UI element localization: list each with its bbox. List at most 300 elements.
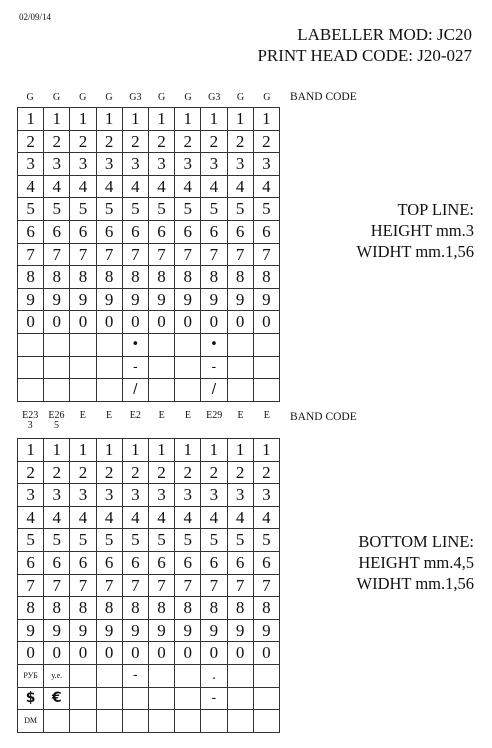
- grid-cell: 7: [96, 574, 122, 597]
- grid-cell: 5: [227, 529, 253, 552]
- grid-cell: /: [201, 379, 227, 402]
- grid-cell: 6: [227, 220, 253, 243]
- grid-cell: 1: [253, 108, 279, 131]
- grid-cell: [175, 687, 201, 710]
- grid-cell: 8: [18, 597, 44, 620]
- band-code: G3: [208, 92, 221, 103]
- grid-cell: 2: [122, 461, 148, 484]
- grid-cell: 0: [175, 311, 201, 334]
- grid-cell: 5: [175, 198, 201, 221]
- band-code-line1: E26: [48, 410, 65, 421]
- grid-cell: 6: [44, 551, 70, 574]
- grid-cell: 5: [201, 529, 227, 552]
- band-code-line1: E: [79, 410, 86, 421]
- grid-cell: -: [201, 687, 227, 710]
- grid-cell: 4: [122, 506, 148, 529]
- grid-cell: 6: [148, 551, 174, 574]
- grid-cell: 3: [18, 153, 44, 176]
- grid-cell: [253, 333, 279, 356]
- band-code: [17, 411, 43, 431]
- grid-cell: [18, 356, 44, 379]
- grid-cell: 1: [148, 108, 174, 131]
- grid-cell: 3: [70, 484, 96, 507]
- bottom-line-spec: [357, 531, 474, 594]
- bottom-line-width: WIDHT mm.1,56: [356, 574, 474, 593]
- grid-cell: 0: [227, 642, 253, 665]
- grid-row: [18, 529, 280, 552]
- grid-cell: -: [122, 664, 148, 687]
- grid-cell: DM: [18, 710, 44, 733]
- bottom-line-grid: [17, 438, 280, 733]
- grid-cell: [175, 664, 201, 687]
- grid-cell: 4: [70, 175, 96, 198]
- grid-cell: 4: [44, 175, 70, 198]
- grid-cell: 0: [148, 642, 174, 665]
- grid-row: [18, 687, 280, 710]
- grid-cell: 1: [227, 108, 253, 131]
- grid-cell: 7: [148, 574, 174, 597]
- grid-cell: 8: [201, 266, 227, 289]
- grid-cell: 7: [44, 574, 70, 597]
- band-code-line1: E: [237, 410, 244, 421]
- grid-cell: 4: [148, 506, 174, 529]
- grid-cell: 3: [201, 153, 227, 176]
- band-code: [227, 411, 253, 431]
- grid-cell: 1: [122, 439, 148, 462]
- grid-cell: 8: [148, 597, 174, 620]
- grid-cell: 9: [253, 619, 279, 642]
- grid-cell: 6: [201, 220, 227, 243]
- grid-cell: 7: [70, 243, 96, 266]
- document-date: 02/09/14: [19, 12, 52, 22]
- grid-cell: 0: [44, 642, 70, 665]
- grid-row: [18, 551, 280, 574]
- grid-cell: 0: [201, 642, 227, 665]
- grid-cell: 0: [175, 642, 201, 665]
- grid-cell: 4: [122, 175, 148, 198]
- grid-cell: 9: [122, 619, 148, 642]
- grid-row: [18, 574, 280, 597]
- grid-cell: [148, 379, 174, 402]
- band-code-line1: E: [158, 410, 165, 421]
- grid-cell: [96, 356, 122, 379]
- grid-cell: 1: [44, 108, 70, 131]
- band-code-line1: E: [105, 410, 113, 421]
- grid-cell: 8: [44, 597, 70, 620]
- grid-cell: 0: [253, 642, 279, 665]
- grid-cell: [253, 356, 279, 379]
- grid-row: [18, 288, 280, 311]
- grid-cell: 3: [96, 153, 122, 176]
- grid-cell: [175, 710, 201, 733]
- grid-cell: 9: [227, 288, 253, 311]
- grid-cell: 7: [148, 243, 174, 266]
- grid-row: [18, 379, 280, 402]
- grid-cell: [96, 664, 122, 687]
- grid-cell: 2: [175, 461, 201, 484]
- bottom-band-code-label: BAND CODE: [290, 411, 357, 423]
- band-code: [122, 411, 148, 431]
- grid-cell: [201, 710, 227, 733]
- grid-cell: 8: [96, 266, 122, 289]
- band-code-line1: E: [263, 410, 270, 421]
- grid-cell: 4: [175, 175, 201, 198]
- grid-row: [18, 484, 280, 507]
- grid-cell: [96, 333, 122, 356]
- grid-cell: 8: [96, 597, 122, 620]
- bottom-band-codes: [17, 411, 280, 431]
- grid-cell: 8: [253, 266, 279, 289]
- grid-cell: 2: [70, 461, 96, 484]
- grid-cell: 1: [96, 108, 122, 131]
- grid-cell: 3: [175, 484, 201, 507]
- grid-cell: 2: [201, 461, 227, 484]
- band-code-line2: 5: [53, 420, 59, 431]
- grid-cell: [148, 333, 174, 356]
- grid-cell: 7: [70, 574, 96, 597]
- grid-cell: 7: [227, 574, 253, 597]
- grid-cell: 0: [44, 311, 70, 334]
- grid-cell: 0: [70, 311, 96, 334]
- grid-cell: 7: [253, 243, 279, 266]
- grid-cell: [253, 664, 279, 687]
- grid-cell: 6: [18, 220, 44, 243]
- grid-cell: 3: [227, 153, 253, 176]
- grid-cell: 8: [227, 266, 253, 289]
- grid-cell: [18, 379, 44, 402]
- band-code-line2: 3: [27, 420, 33, 431]
- grid-cell: 2: [18, 461, 44, 484]
- grid-cell: 8: [201, 597, 227, 620]
- grid-cell: 5: [70, 529, 96, 552]
- grid-cell: 0: [201, 311, 227, 334]
- grid-cell: 2: [122, 130, 148, 153]
- grid-cell: [253, 687, 279, 710]
- grid-cell: 5: [253, 198, 279, 221]
- grid-cell: 7: [201, 574, 227, 597]
- grid-cell: 3: [70, 153, 96, 176]
- band-code: [70, 411, 96, 431]
- grid-cell: 4: [96, 506, 122, 529]
- band-code-line1: E23: [22, 410, 39, 421]
- grid-cell: 8: [44, 266, 70, 289]
- top-band-codes: [17, 93, 280, 103]
- grid-cell: 8: [70, 597, 96, 620]
- grid-cell: 5: [122, 198, 148, 221]
- grid-cell: 8: [70, 266, 96, 289]
- grid-cell: 0: [148, 311, 174, 334]
- grid-cell: [175, 356, 201, 379]
- grid-cell: 7: [122, 243, 148, 266]
- grid-cell: 7: [122, 574, 148, 597]
- grid-cell: 2: [253, 130, 279, 153]
- grid-cell: 3: [44, 153, 70, 176]
- grid-row: [18, 243, 280, 266]
- grid-cell: 0: [18, 642, 44, 665]
- grid-cell: •: [122, 333, 148, 356]
- grid-cell: 2: [44, 461, 70, 484]
- grid-cell: 6: [253, 220, 279, 243]
- grid-cell: 7: [175, 243, 201, 266]
- grid-cell: 1: [18, 439, 44, 462]
- grid-cell: 9: [96, 288, 122, 311]
- grid-row: [18, 356, 280, 379]
- band-code: [254, 411, 280, 431]
- grid-cell: [227, 687, 253, 710]
- grid-cell: 5: [253, 529, 279, 552]
- grid-row: [18, 664, 280, 687]
- grid-cell: 2: [44, 130, 70, 153]
- grid-cell: 0: [96, 311, 122, 334]
- band-code: G: [158, 92, 166, 103]
- grid-row: [18, 130, 280, 153]
- grid-row: [18, 710, 280, 733]
- band-code: G: [79, 92, 87, 103]
- grid-cell: 6: [253, 551, 279, 574]
- grid-cell: 2: [227, 130, 253, 153]
- grid-cell: [70, 664, 96, 687]
- grid-cell: [70, 333, 96, 356]
- grid-cell: 8: [18, 266, 44, 289]
- top-line-width: WIDHT mm.1,56: [356, 242, 474, 261]
- grid-cell: 6: [18, 551, 44, 574]
- grid-cell: 4: [96, 175, 122, 198]
- grid-cell: [70, 710, 96, 733]
- header: [257, 24, 472, 66]
- grid-cell: [253, 379, 279, 402]
- grid-cell: [44, 333, 70, 356]
- grid-cell: 3: [148, 484, 174, 507]
- grid-cell: 6: [70, 220, 96, 243]
- grid-row: [18, 439, 280, 462]
- grid-cell: -: [201, 356, 227, 379]
- grid-row: [18, 108, 280, 131]
- grid-cell: 9: [18, 619, 44, 642]
- grid-cell: 8: [175, 597, 201, 620]
- grid-cell: 6: [227, 551, 253, 574]
- grid-cell: 0: [18, 311, 44, 334]
- grid-cell: [227, 379, 253, 402]
- band-code: G: [52, 92, 61, 103]
- grid-cell: 3: [175, 153, 201, 176]
- grid-cell: 6: [201, 551, 227, 574]
- grid-cell: 1: [70, 439, 96, 462]
- grid-cell: 6: [175, 220, 201, 243]
- band-code: G: [26, 92, 34, 103]
- grid-cell: 6: [96, 551, 122, 574]
- grid-cell: 5: [175, 529, 201, 552]
- grid-cell: 9: [175, 288, 201, 311]
- grid-cell: 5: [148, 529, 174, 552]
- grid-cell: у.е.: [44, 664, 70, 687]
- grid-cell: 6: [175, 551, 201, 574]
- grid-cell: [70, 687, 96, 710]
- grid-cell: $: [18, 687, 44, 710]
- grid-cell: 4: [70, 506, 96, 529]
- grid-row: [18, 266, 280, 289]
- grid-cell: [175, 379, 201, 402]
- grid-cell: 7: [201, 243, 227, 266]
- grid-cell: 0: [122, 311, 148, 334]
- grid-row: [18, 311, 280, 334]
- grid-cell: 2: [175, 130, 201, 153]
- grid-cell: [18, 333, 44, 356]
- grid-cell: РУБ: [18, 664, 44, 687]
- grid-cell: 8: [175, 266, 201, 289]
- grid-cell: 3: [96, 484, 122, 507]
- grid-cell: 6: [122, 220, 148, 243]
- grid-cell: 1: [96, 439, 122, 462]
- grid-cell: 5: [18, 198, 44, 221]
- grid-row: [18, 220, 280, 243]
- grid-cell: 1: [18, 108, 44, 131]
- grid-cell: 1: [44, 439, 70, 462]
- grid-cell: 7: [96, 243, 122, 266]
- grid-cell: 7: [18, 243, 44, 266]
- grid-cell: 4: [18, 506, 44, 529]
- grid-cell: 5: [148, 198, 174, 221]
- grid-cell: [44, 356, 70, 379]
- grid-cell: 9: [44, 288, 70, 311]
- grid-cell: 1: [70, 108, 96, 131]
- grid-cell: 2: [253, 461, 279, 484]
- grid-cell: 9: [18, 288, 44, 311]
- grid-cell: 6: [44, 220, 70, 243]
- grid-cell: 5: [201, 198, 227, 221]
- grid-cell: 2: [227, 461, 253, 484]
- grid-cell: [148, 687, 174, 710]
- grid-cell: 3: [253, 153, 279, 176]
- grid-cell: 9: [201, 288, 227, 311]
- grid-cell: 0: [96, 642, 122, 665]
- grid-cell: 9: [148, 288, 174, 311]
- grid-cell: 4: [227, 175, 253, 198]
- grid-cell: -: [122, 356, 148, 379]
- grid-cell: 3: [122, 484, 148, 507]
- grid-row: [18, 597, 280, 620]
- grid-row: [18, 619, 280, 642]
- top-line-spec: [357, 199, 474, 262]
- grid-row: [18, 175, 280, 198]
- grid-cell: 1: [122, 108, 148, 131]
- grid-cell: [96, 379, 122, 402]
- grid-cell: 5: [44, 529, 70, 552]
- grid-cell: 4: [253, 175, 279, 198]
- grid-cell: [148, 356, 174, 379]
- grid-cell: 5: [44, 198, 70, 221]
- grid-cell: 4: [175, 506, 201, 529]
- grid-cell: 7: [44, 243, 70, 266]
- grid-cell: /: [122, 379, 148, 402]
- grid-cell: 8: [227, 597, 253, 620]
- grid-cell: 9: [253, 288, 279, 311]
- grid-cell: 4: [201, 506, 227, 529]
- grid-row: [18, 506, 280, 529]
- band-code: [148, 411, 174, 431]
- bottom-line-height: HEIGHT mm.4,5: [358, 553, 474, 572]
- grid-cell: 2: [96, 130, 122, 153]
- grid-cell: [227, 710, 253, 733]
- grid-cell: 9: [201, 619, 227, 642]
- grid-cell: 2: [148, 130, 174, 153]
- grid-cell: .: [201, 664, 227, 687]
- grid-cell: 0: [70, 642, 96, 665]
- grid-cell: 7: [175, 574, 201, 597]
- grid-cell: 2: [201, 130, 227, 153]
- grid-cell: 9: [175, 619, 201, 642]
- labeller-model: LABELLER MOD: JC20: [297, 25, 472, 44]
- grid-cell: [96, 710, 122, 733]
- grid-cell: [122, 687, 148, 710]
- grid-cell: 8: [122, 266, 148, 289]
- grid-cell: •: [201, 333, 227, 356]
- grid-cell: 3: [122, 153, 148, 176]
- grid-cell: [70, 379, 96, 402]
- grid-cell: 7: [253, 574, 279, 597]
- grid-cell: 8: [253, 597, 279, 620]
- grid-cell: 2: [70, 130, 96, 153]
- grid-cell: 4: [227, 506, 253, 529]
- grid-cell: [227, 356, 253, 379]
- print-head-code: PRINT HEAD CODE: J20-027: [257, 46, 472, 65]
- grid-cell: [227, 333, 253, 356]
- grid-cell: 0: [122, 642, 148, 665]
- grid-cell: [96, 687, 122, 710]
- top-line-title: TOP LINE:: [397, 200, 474, 219]
- band-code: [175, 411, 201, 431]
- grid-cell: 6: [148, 220, 174, 243]
- grid-cell: 1: [253, 439, 279, 462]
- grid-cell: 7: [18, 574, 44, 597]
- grid-cell: 4: [18, 175, 44, 198]
- band-code: G: [184, 92, 192, 103]
- band-code: G3: [129, 92, 142, 103]
- grid-cell: 1: [175, 108, 201, 131]
- grid-cell: 6: [122, 551, 148, 574]
- top-line-grid: [17, 107, 280, 402]
- grid-cell: 8: [122, 597, 148, 620]
- grid-cell: 9: [96, 619, 122, 642]
- band-code: G: [263, 92, 271, 103]
- band-code: [201, 411, 227, 431]
- grid-cell: 1: [201, 439, 227, 462]
- grid-cell: 9: [227, 619, 253, 642]
- grid-cell: 3: [18, 484, 44, 507]
- grid-cell: 9: [148, 619, 174, 642]
- grid-cell: 2: [18, 130, 44, 153]
- grid-row: [18, 461, 280, 484]
- grid-cell: 9: [70, 288, 96, 311]
- grid-cell: 4: [148, 175, 174, 198]
- grid-row: [18, 333, 280, 356]
- grid-cell: [44, 710, 70, 733]
- grid-cell: 0: [253, 311, 279, 334]
- band-code-line1: E29: [206, 410, 223, 421]
- grid-cell: 4: [201, 175, 227, 198]
- grid-cell: 5: [18, 529, 44, 552]
- grid-row: [18, 153, 280, 176]
- grid-cell: 7: [227, 243, 253, 266]
- grid-row: [18, 642, 280, 665]
- grid-cell: 2: [148, 461, 174, 484]
- grid-cell: €: [44, 687, 70, 710]
- grid-cell: 6: [70, 551, 96, 574]
- grid-cell: [253, 710, 279, 733]
- grid-cell: 9: [44, 619, 70, 642]
- top-band-code-label: BAND CODE: [290, 91, 357, 103]
- band-code: G: [236, 92, 245, 103]
- grid-cell: 3: [201, 484, 227, 507]
